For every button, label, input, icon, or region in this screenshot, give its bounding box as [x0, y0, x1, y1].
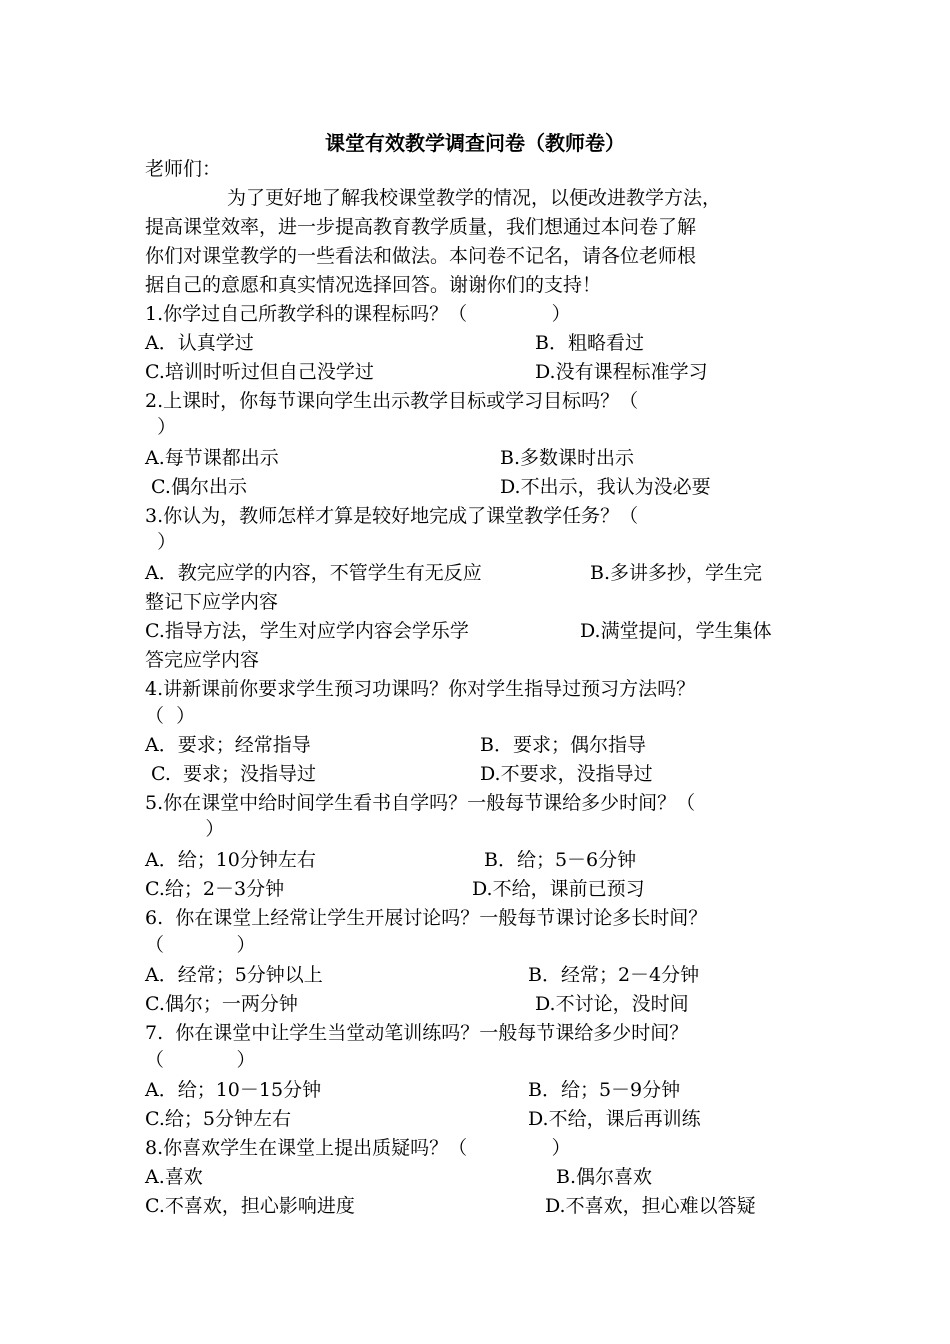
option-d[interactable]: D.不讨论，没时间 [535, 993, 689, 1015]
option-d[interactable]: D.不给，课前已预习 [472, 878, 645, 900]
question-text: 3.你认为，教师怎样才算是较好地完成了课堂教学任务？（ [145, 505, 639, 527]
option-a[interactable]: A.每节课都出示 [145, 447, 279, 469]
option-c[interactable]: C.指导方法，学生对应学内容会学乐学 [145, 620, 469, 642]
option-d[interactable]: D.不出示，我认为没必要 [500, 476, 711, 498]
question-text: 1.你学过自己所教学科的课程标吗？（ ） [145, 303, 571, 325]
question-text-cont: （ ） [145, 705, 196, 727]
question-text: 2.上课时，你每节课向学生出示教学目标或学习目标吗？（ [145, 390, 639, 412]
option-c[interactable]: C. 要求；没指导过 [145, 763, 317, 785]
option-a[interactable]: A．给；10分钟左右 [145, 849, 316, 871]
option-b[interactable]: B．经常；2－4分钟 [528, 964, 700, 986]
option-d[interactable]: D.不要求，没指导过 [480, 763, 653, 785]
option-c[interactable]: C.培训时听过但自己没学过 [145, 361, 374, 383]
option-a[interactable]: A．经常；5分钟以上 [145, 964, 323, 986]
option-c[interactable]: C.给；5分钟左右 [145, 1108, 291, 1130]
question-text-cont: ） [145, 818, 225, 840]
option-b[interactable]: B.多数课时出示 [500, 447, 635, 469]
option-b[interactable]: B.偶尔喜欢 [556, 1166, 653, 1188]
option-d-cont: 答完应学内容 [145, 649, 260, 671]
option-b-cont: 整记下应学内容 [145, 591, 279, 613]
question-text: 5.你在课堂中给时间学生看书自学吗？一般每节课给多少时间？（ [145, 792, 696, 814]
question-text: 7. 你在课堂中让学生当堂动笔训练吗？一般每节课给多少时间？ [145, 1022, 689, 1044]
option-b[interactable]: B.多讲多抄，学生完 [590, 562, 763, 584]
option-a[interactable]: A．给；10－15分钟 [145, 1079, 322, 1101]
option-d[interactable]: D.满堂提问，学生集体 [580, 620, 772, 642]
option-a[interactable]: A．教完应学的内容，不管学生有无反应 [145, 562, 482, 584]
question-text: 4.讲新课前你要求学生预习功课吗？你对学生指导过预习方法吗？ [145, 678, 696, 700]
option-c[interactable]: C.偶尔；一两分钟 [145, 993, 298, 1015]
option-c[interactable]: C.偶尔出示 [145, 476, 247, 498]
intro-line: 你们对课堂教学的一些看法和做法。本问卷不记名，请各位老师根 [145, 245, 697, 267]
option-b[interactable]: B．给；5－9分钟 [528, 1079, 681, 1101]
question-text-cont: ） [145, 416, 177, 438]
option-a[interactable]: A．要求；经常指导 [145, 734, 311, 756]
option-d[interactable]: D.不喜欢，担心难以答疑 [545, 1195, 756, 1217]
salutation: 老师们： [145, 158, 222, 180]
question-text-cont: ） [145, 531, 177, 553]
option-a[interactable]: A.喜欢 [145, 1166, 203, 1188]
option-b[interactable]: B．粗略看过 [535, 332, 644, 354]
question-text: 6. 你在课堂上经常让学生开展讨论吗？一般每节课讨论多长时间？ [145, 907, 708, 929]
intro-line: 据自己的意愿和真实情况选择回答。谢谢你们的支持！ [145, 274, 602, 296]
option-b[interactable]: B．要求；偶尔指导 [480, 734, 646, 756]
option-b[interactable]: B．给；5－6分钟 [484, 849, 637, 871]
question-text-cont: （ ） [145, 934, 256, 956]
option-a[interactable]: A．认真学过 [145, 332, 254, 354]
option-d[interactable]: D.不给，课后再训练 [528, 1108, 701, 1130]
option-d[interactable]: D.没有课程标准学习 [535, 361, 708, 383]
option-c[interactable]: C.给；2－3分钟 [145, 878, 285, 900]
page-title: 课堂有效教学调查问卷（教师卷） [325, 131, 625, 155]
question-text: 8.你喜欢学生在课堂上提出质疑吗？（ ） [145, 1137, 571, 1159]
intro-line: 为了更好地了解我校课堂教学的情况，以便改进教学方法， [227, 187, 722, 209]
question-text-cont: （ ） [145, 1049, 256, 1071]
intro-line: 提高课堂效率，进一步提高教育教学质量，我们想通过本问卷了解 [145, 216, 697, 238]
option-c[interactable]: C.不喜欢，担心影响进度 [145, 1195, 355, 1217]
